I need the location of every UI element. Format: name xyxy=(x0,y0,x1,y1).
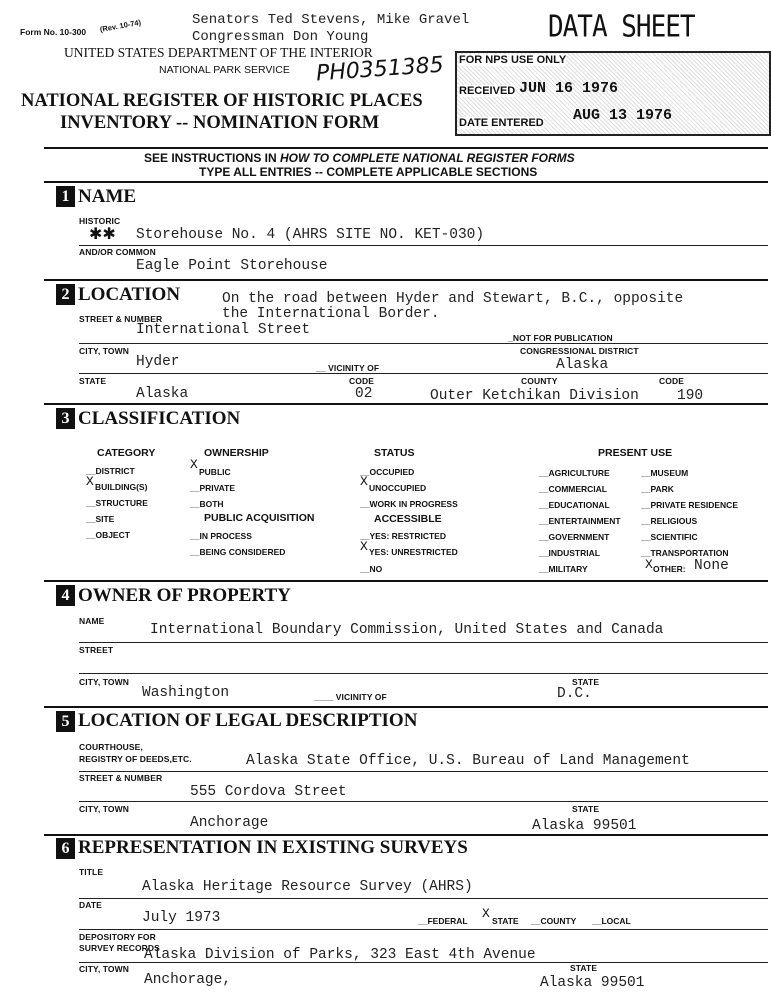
county-label: COUNTY xyxy=(521,376,558,386)
divider xyxy=(44,181,768,183)
ownership-private: __PRIVATE xyxy=(190,483,236,493)
divider xyxy=(44,580,768,582)
state-label: STATE xyxy=(79,376,107,386)
form-number: Form No. 10-300 xyxy=(20,27,87,37)
code-label: CODE xyxy=(349,376,374,386)
section-title-owner: OWNER OF PROPERTY xyxy=(78,585,291,606)
senators-line: Senators Ted Stevens, Mike Gravel xyxy=(192,12,470,28)
survey-county: __COUNTY xyxy=(531,916,577,926)
date-entered-label: DATE ENTERED xyxy=(459,117,544,129)
use-entertainment: __ENTERTAINMENT xyxy=(539,516,621,526)
instructions-prefix: SEE INSTRUCTIONS IN xyxy=(144,151,281,165)
location-description-2: the International Border. xyxy=(222,306,440,322)
legal-state-label: STATE xyxy=(572,804,600,814)
survey-title-value: Alaska Heritage Resource Survey (AHRS) xyxy=(142,879,473,895)
survey-date-label: DATE xyxy=(79,900,102,910)
form-title-line1: NATIONAL REGISTER OF HISTORIC PLACES xyxy=(21,91,423,111)
instructions-italic: HOW TO COMPLETE NATIONAL REGISTER FORMS xyxy=(280,151,575,165)
owner-name: International Boundary Commission, United States and Canada xyxy=(150,622,664,638)
field-line xyxy=(79,343,768,344)
use-transportation: __TRANSPORTATION xyxy=(641,548,729,558)
checkbox-mark: X xyxy=(360,539,368,554)
use-agriculture: __AGRICULTURE xyxy=(539,468,610,478)
owner-vicinity-label: ____ VICINITY OF xyxy=(314,692,387,702)
data-sheet-stamp: DATA SHEET xyxy=(548,10,695,45)
checkbox-mark: X xyxy=(360,474,368,489)
owner-state-label: STATE xyxy=(572,677,600,687)
checkbox-mark: X xyxy=(190,457,198,472)
use-military: __MILITARY xyxy=(539,564,588,574)
use-park: __PARK xyxy=(641,484,674,494)
registry-label: REGISTRY OF DEEDS,ETC. xyxy=(79,754,192,764)
divider xyxy=(44,706,768,708)
depository-state-value: Alaska 99501 xyxy=(540,975,645,991)
date-entered-value: AUG 13 1976 xyxy=(573,107,673,124)
ownership-both: __BOTH xyxy=(190,499,224,509)
historic-name: Storehouse No. 4 (AHRS SITE NO. KET-030) xyxy=(136,227,485,243)
section-title-surveys: REPRESENTATION IN EXISTING SURVEYS xyxy=(78,837,468,858)
field-line xyxy=(79,673,768,674)
vicinity-label: __ VICINITY OF xyxy=(316,363,380,373)
nps-use-box xyxy=(455,51,771,136)
use-educational: __EDUCATIONAL xyxy=(539,500,610,510)
city-value: Hyder xyxy=(136,354,180,370)
divider xyxy=(44,834,768,836)
section-title-classification: CLASSIFICATION xyxy=(78,408,241,429)
acquisition-being-considered: __BEING CONSIDERED xyxy=(190,547,286,557)
category-district: __DISTRICT xyxy=(86,466,135,476)
section-number: 6 xyxy=(56,838,75,859)
owner-street-label: STREET xyxy=(79,645,114,655)
survey-state: STATE xyxy=(492,916,519,926)
street-number-label: STREET & NUMBER xyxy=(79,314,163,324)
status-work-in-progress: __WORK IN PROGRESS xyxy=(360,499,458,509)
section-number: 5 xyxy=(56,711,75,732)
ownership-heading: OWNERSHIP xyxy=(204,447,269,459)
use-industrial: __INDUSTRIAL xyxy=(539,548,600,558)
section-title-name: NAME xyxy=(78,186,137,207)
depository-city-label: CITY, TOWN xyxy=(79,964,129,974)
depository-city-value: Anchorage, xyxy=(144,972,232,988)
status-occupied: __OCCUPIED xyxy=(360,467,415,477)
not-for-publication: _NOT FOR PUBLICATION xyxy=(508,333,613,343)
asterisk-mark: ✱✱ xyxy=(89,224,116,243)
legal-city-value: Anchorage xyxy=(190,815,269,831)
use-private-residence: __PRIVATE RESIDENCE xyxy=(641,500,738,510)
section-number: 3 xyxy=(56,408,75,429)
legal-state-value: Alaska 99501 xyxy=(532,818,637,834)
access-restricted: __YES: RESTRICTED xyxy=(360,531,446,541)
field-line xyxy=(79,771,768,772)
nps-box-title: FOR NPS USE ONLY xyxy=(459,54,567,66)
survey-federal: __FEDERAL xyxy=(418,916,468,926)
use-scientific: __SCIENTIFIC xyxy=(641,532,698,542)
state-value: Alaska xyxy=(136,386,189,402)
use-other-value: None xyxy=(694,558,729,574)
congressman-line: Congressman Don Young xyxy=(192,29,369,45)
congressional-district-value: Alaska xyxy=(556,357,609,373)
depository-value: Alaska Division of Parks, 323 East 4th Avenue xyxy=(144,947,536,963)
city-town-label: CITY, TOWN xyxy=(79,346,129,356)
owner-name-label: NAME xyxy=(79,616,105,626)
category-structure: __STRUCTURE xyxy=(86,498,148,508)
section-number: 1 xyxy=(56,186,75,207)
category-heading: CATEGORY xyxy=(97,447,156,459)
status-heading: STATUS xyxy=(374,447,415,459)
section-title-legal: LOCATION OF LEGAL DESCRIPTION xyxy=(78,710,418,731)
field-line xyxy=(79,245,768,246)
owner-state: D.C. xyxy=(557,686,592,702)
category-buildings: BUILDING(S) xyxy=(95,482,148,492)
accessible-heading: ACCESSIBLE xyxy=(374,513,442,525)
field-line xyxy=(79,801,768,802)
access-no: __NO xyxy=(360,564,383,574)
common-name: Eagle Point Storehouse xyxy=(136,258,328,274)
received-label: RECEIVED xyxy=(459,85,516,97)
section-number: 4 xyxy=(56,585,75,606)
county-code-label: CODE xyxy=(659,376,684,386)
divider xyxy=(44,403,768,405)
county-value: Outer Ketchikan Division xyxy=(430,388,639,404)
owner-city: Washington xyxy=(142,685,230,701)
acquisition-in-process: __IN PROCESS xyxy=(190,531,252,541)
service-name: NATIONAL PARK SERVICE xyxy=(159,64,290,76)
divider xyxy=(44,147,768,149)
courthouse-label: COURTHOUSE, xyxy=(79,742,143,752)
handwritten-id: PH0351385 xyxy=(315,52,445,87)
field-line xyxy=(79,962,768,963)
public-acquisition-heading: PUBLIC ACQUISITION xyxy=(204,512,315,524)
legal-street-label: STREET & NUMBER xyxy=(79,773,163,783)
use-commercial: __COMMERCIAL xyxy=(539,484,608,494)
field-line xyxy=(79,373,768,374)
depository-state-label: STATE xyxy=(570,963,598,973)
form-title-line2: INVENTORY -- NOMINATION FORM xyxy=(60,113,380,133)
use-museum: __MUSEUM xyxy=(641,468,689,478)
form-revision: (Rev. 10-74) xyxy=(99,17,142,34)
divider xyxy=(44,279,768,281)
category-object: __OBJECT xyxy=(86,530,130,540)
legal-city-label: CITY, TOWN xyxy=(79,804,129,814)
legal-street-value: 555 Cordova Street xyxy=(190,784,347,800)
checkbox-mark: X xyxy=(86,474,94,489)
street-value: International Street xyxy=(136,322,311,338)
checkbox-mark: X xyxy=(645,557,653,572)
ownership-public: PUBLIC xyxy=(199,467,231,477)
checkbox-mark: X xyxy=(482,906,490,921)
field-line xyxy=(79,929,768,930)
department-name: UNITED STATES DEPARTMENT OF THE INTERIOR xyxy=(64,45,373,60)
survey-title-label: TITLE xyxy=(79,867,104,877)
state-code-value: 02 xyxy=(355,386,373,402)
field-line xyxy=(79,642,768,643)
county-code-value: 190 xyxy=(677,388,704,404)
use-religious: __RELIGIOUS xyxy=(641,516,698,526)
common-name-label: AND/OR COMMON xyxy=(79,247,156,257)
use-other: OTHER: xyxy=(653,564,686,574)
historic-label: HISTORIC xyxy=(79,216,121,226)
instructions-line2: TYPE ALL ENTRIES -- COMPLETE APPLICABLE SECTIONS xyxy=(199,165,538,179)
depository-label-2: SURVEY RECORDS xyxy=(79,943,160,953)
survey-date-value: July 1973 xyxy=(142,910,221,926)
status-unoccupied: UNOCCUPIED xyxy=(369,483,427,493)
use-government: __GOVERNMENT xyxy=(539,532,610,542)
survey-local: __LOCAL xyxy=(592,916,631,926)
present-use-heading: PRESENT USE xyxy=(598,447,673,459)
received-date: JUN 16 1976 xyxy=(519,80,619,97)
section-number: 2 xyxy=(56,284,75,305)
location-description-1: On the road between Hyder and Stewart, B.C., opposite xyxy=(222,291,684,307)
owner-city-label: CITY, TOWN xyxy=(79,677,129,687)
vicinity-text: VICINITY OF xyxy=(328,363,380,373)
field-line xyxy=(79,898,768,899)
courthouse-value: Alaska State Office, U.S. Bureau of Land Management xyxy=(246,753,690,769)
category-site: __SITE xyxy=(86,514,115,524)
owner-vicinity-text: VICINITY OF xyxy=(335,692,387,702)
access-unrestricted: YES: UNRESTRICTED xyxy=(369,547,458,557)
section-title-location: LOCATION xyxy=(78,284,181,305)
congressional-district-label: CONGRESSIONAL DISTRICT xyxy=(520,346,639,356)
instructions-line1 xyxy=(144,151,575,165)
depository-label-1: DEPOSITORY FOR xyxy=(79,932,156,942)
